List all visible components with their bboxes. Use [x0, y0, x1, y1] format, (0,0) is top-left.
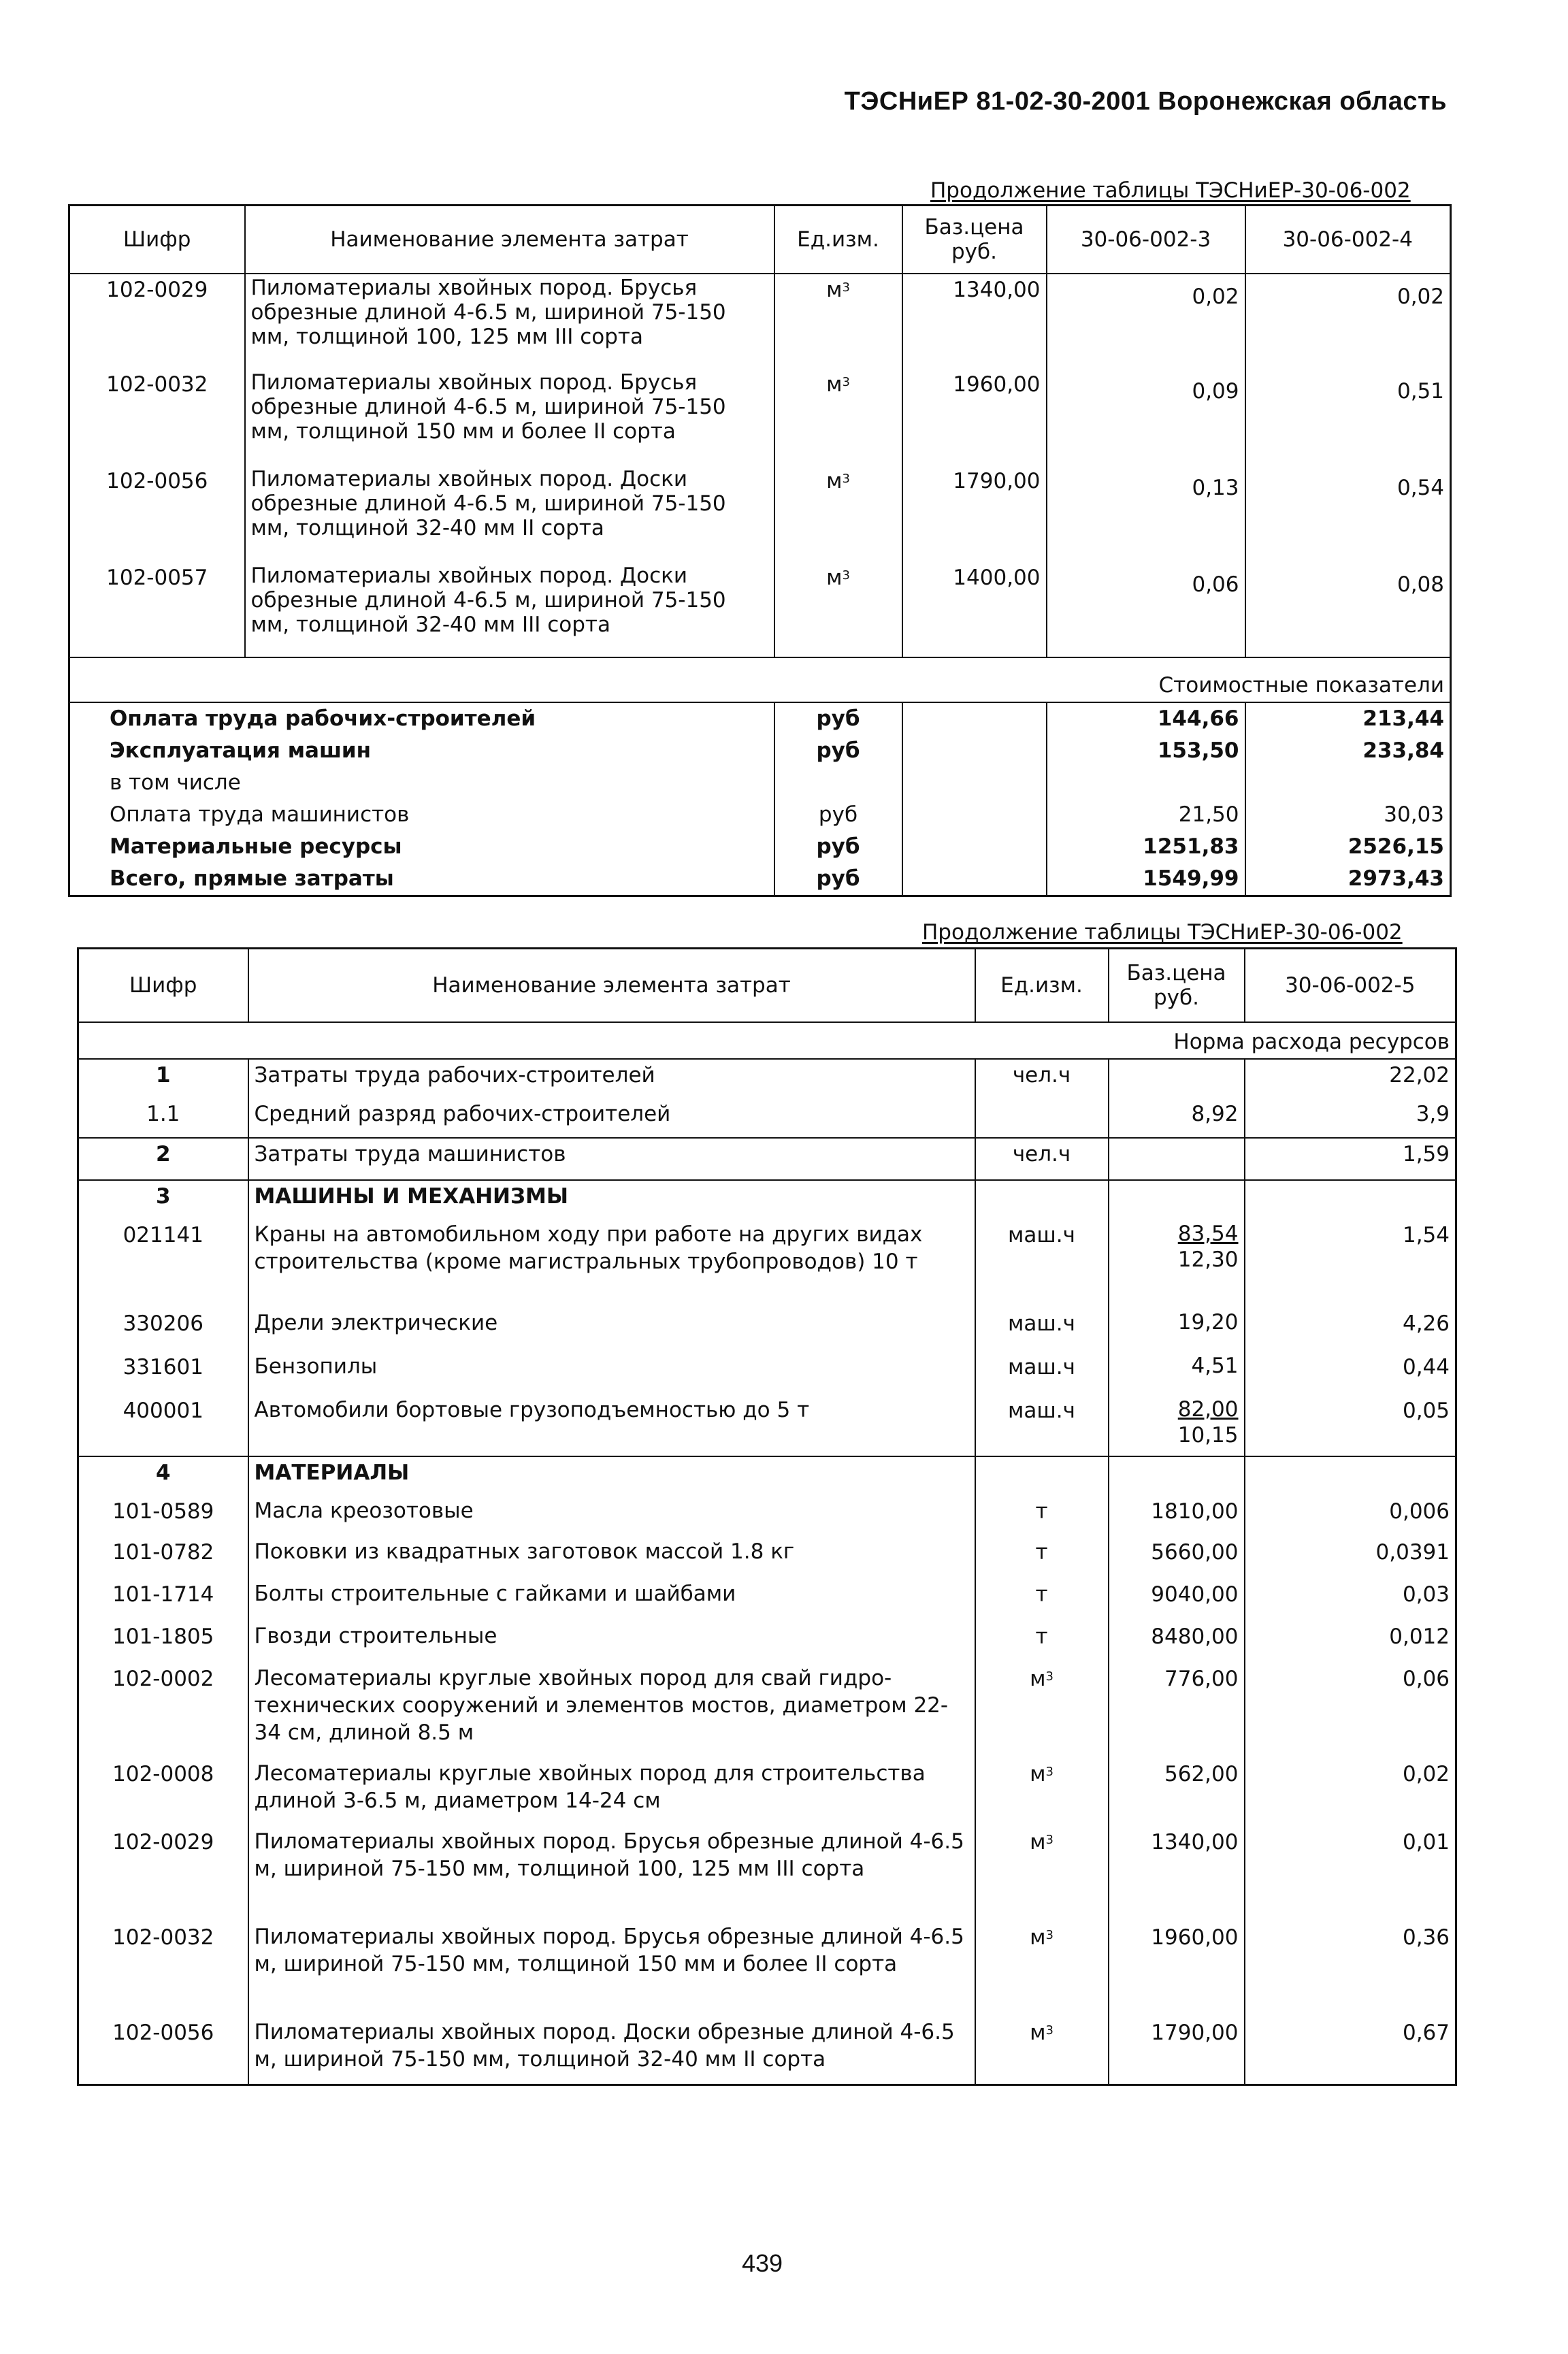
row-unit — [975, 1759, 1109, 1827]
section-title: МАШИНЫ И МЕХАНИЗМЫ — [248, 1180, 975, 1220]
row-unit — [975, 1621, 1109, 1663]
row-code: 331601 — [78, 1352, 248, 1395]
section-unit — [975, 1180, 1109, 1220]
table-row — [78, 1220, 1456, 1308]
row-price: 8480,00 — [1109, 1621, 1245, 1663]
unit-text: м — [1030, 1666, 1046, 1691]
row-unit: маш.ч — [975, 1220, 1109, 1308]
row-unit — [975, 1663, 1109, 1759]
row-price: 1960,00 — [902, 369, 1047, 465]
row-unit — [975, 1098, 1109, 1138]
row-value: 1,54 — [1402, 1222, 1450, 1247]
row-price: 1790,00 — [1109, 2017, 1245, 2085]
row-name: Бензопилы — [248, 1352, 975, 1395]
table-row — [78, 1922, 1456, 2017]
unit-text: м — [826, 468, 843, 493]
row-value: 4,26 — [1402, 1311, 1450, 1336]
header-unit: Ед.изм. — [975, 949, 1109, 1022]
section-value — [1245, 1180, 1456, 1220]
price-secondary: 10,15 — [1177, 1422, 1239, 1448]
price-primary: 83,54 — [1177, 1221, 1239, 1246]
row-code: 101-0589 — [78, 1496, 248, 1537]
row-code: 102-0057 — [69, 562, 245, 657]
cost-unit: руб — [774, 831, 902, 863]
row-value-col2: 0,02 — [1396, 284, 1444, 309]
row-price — [1109, 1395, 1245, 1456]
row-code: 101-0782 — [78, 1537, 248, 1579]
row-unit — [975, 1496, 1109, 1537]
unit-text: м — [1030, 2020, 1046, 2045]
row-value: 0,0391 — [1375, 1539, 1450, 1565]
unit-superscript: 3 — [842, 280, 850, 295]
table-row — [78, 1098, 1456, 1138]
row-price: 9040,00 — [1109, 1579, 1245, 1621]
row-value-col2: 0,08 — [1396, 572, 1444, 597]
cost-value-col1: 1251,83 — [1047, 831, 1245, 863]
cost-unit: руб — [774, 702, 902, 735]
unit-superscript: 3 — [842, 374, 850, 389]
section-code: 4 — [78, 1456, 248, 1496]
table-row — [78, 1180, 1456, 1220]
cost-unit: руб — [774, 799, 902, 831]
row-unit — [975, 1827, 1109, 1922]
row-name: Пиломатериалы хвойных пород. Доски обрезные длиной 4-6.5 м, шириной 75-150 мм, толщиной 32-40 мм III сорта — [245, 562, 774, 657]
row-price: 1340,00 — [902, 274, 1047, 369]
section-price — [1109, 1456, 1245, 1496]
header-col2: 30-06-002-4 — [1245, 206, 1451, 274]
unit-text: т — [1035, 1624, 1048, 1649]
row-name: Масла креозотовые — [248, 1496, 975, 1537]
header-price: Баз.цена руб. — [1109, 949, 1245, 1022]
section-price — [1109, 1180, 1245, 1220]
table-row — [78, 1059, 1456, 1098]
cost-price — [902, 702, 1047, 735]
cost-value-col2: 213,44 — [1362, 706, 1444, 731]
cost-label: в том числе — [110, 770, 241, 795]
unit-text: м — [1030, 1761, 1046, 1786]
unit-text: м — [1030, 1925, 1046, 1950]
row-unit — [975, 1579, 1109, 1621]
row-value: 0,67 — [1402, 2020, 1450, 2045]
row-price: 5660,00 — [1109, 1537, 1245, 1579]
row-price: 776,00 — [1109, 1663, 1245, 1759]
row-unit — [774, 465, 902, 562]
row-value: 0,05 — [1402, 1398, 1450, 1423]
row-code: 2 — [78, 1138, 248, 1180]
row-value: 3,9 — [1416, 1101, 1450, 1126]
table-row — [78, 1352, 1456, 1395]
cost-row — [69, 863, 1451, 896]
row-unit — [774, 369, 902, 465]
header-col1: 30-06-002-5 — [1245, 949, 1456, 1022]
table-row — [78, 1395, 1456, 1456]
row-code: 102-0002 — [78, 1663, 248, 1759]
header-code: Шифр — [78, 949, 248, 1022]
cost-price — [902, 735, 1047, 767]
cost-row — [69, 735, 1451, 767]
row-name: Болты строительные с гайками и шайбами — [248, 1579, 975, 1621]
cost-price — [902, 767, 1047, 799]
row-code: 102-0032 — [69, 369, 245, 465]
row-code: 102-0008 — [78, 1759, 248, 1827]
row-name: Средний разряд рабочих-строителей — [248, 1098, 975, 1138]
table-row — [78, 1759, 1456, 1827]
cost-row — [69, 831, 1451, 863]
cost-value-col1: 1549,99 — [1047, 863, 1245, 896]
cost-section-label: Стоимостные показатели — [1047, 657, 1451, 702]
cost-row — [69, 702, 1451, 735]
row-name: Пиломатериалы хвойных пород. Доски обрезные длиной 4-6.5 м, шириной 75-150 мм, толщиной 32-40 мм II сорта — [248, 2017, 975, 2085]
row-code: 330206 — [78, 1308, 248, 1352]
row-price: 8,92 — [1109, 1098, 1245, 1138]
row-unit: маш.ч — [975, 1308, 1109, 1352]
unit-text: м — [826, 565, 843, 590]
row-value: 0,012 — [1389, 1624, 1450, 1649]
cost-value-col1 — [1047, 767, 1245, 799]
row-value-col1: 0,13 — [1047, 465, 1245, 562]
cost-value-col1: 144,66 — [1047, 702, 1245, 735]
cost-value-col1: 153,50 — [1047, 735, 1245, 767]
table-row — [78, 1496, 1456, 1537]
price-primary: 4,51 — [1191, 1353, 1239, 1378]
price-primary: 19,20 — [1177, 1309, 1239, 1335]
row-code: 102-0056 — [78, 2017, 248, 2085]
row-code: 101-1805 — [78, 1621, 248, 1663]
cost-label: Оплата труда рабочих-строителей — [110, 706, 536, 731]
table-row — [69, 562, 1451, 657]
unit-text: м — [1030, 1829, 1046, 1854]
unit-superscript: 3 — [1045, 1764, 1054, 1779]
table2-caption: Продолжение таблицы ТЭСНиЕР-30-06-002 — [922, 920, 1403, 945]
row-price: 1340,00 — [1109, 1827, 1245, 1922]
cost-row — [69, 767, 1451, 799]
cost-unit: руб — [774, 735, 902, 767]
table-row — [78, 1456, 1456, 1496]
row-value-col2: 0,51 — [1396, 378, 1444, 404]
row-name: Пиломатериалы хвойных пород. Брусья обрезные длиной 4-6.5 м, шириной 75-150 мм, толщиной 150 мм и более II сорта — [248, 1922, 975, 2017]
row-unit: маш.ч — [975, 1395, 1109, 1456]
cost-spacer — [245, 767, 774, 799]
row-code: 021141 — [78, 1220, 248, 1308]
page-number: 439 — [742, 2249, 783, 2277]
price-primary: 82,00 — [1177, 1396, 1239, 1422]
row-price — [1109, 1059, 1245, 1098]
table-row — [78, 1663, 1456, 1759]
header-col1: 30-06-002-3 — [1047, 206, 1245, 274]
section-code: 3 — [78, 1180, 248, 1220]
row-value: 0,01 — [1402, 1829, 1450, 1854]
row-price: 1400,00 — [902, 562, 1047, 657]
row-price — [1109, 1352, 1245, 1395]
table-row — [78, 1537, 1456, 1579]
row-value: 0,006 — [1389, 1499, 1450, 1524]
header-name: Наименование элемента затрат — [245, 206, 774, 274]
row-value: 22,02 — [1245, 1059, 1456, 1098]
row-name: Пиломатериалы хвойных пород. Брусья обрезные длиной 4-6.5 м, шириной 75-150 мм, толщиной 100, 125 мм III сорта — [245, 274, 774, 369]
header-unit: Ед.изм. — [774, 206, 902, 274]
row-value: 0,44 — [1402, 1354, 1450, 1379]
table-row — [69, 465, 1451, 562]
table1 — [68, 204, 1452, 897]
document-title: ТЭСНиЕР 81-02-30-2001 Воронежская область — [844, 87, 1447, 116]
row-name: Краны на автомобильном ходу при работе на других видах строительства (кроме магистральных трубопроводов) 10 т — [248, 1220, 975, 1308]
price-secondary: 12,30 — [1177, 1247, 1239, 1272]
cost-value-col2: 233,84 — [1362, 738, 1444, 763]
row-name: Гвозди строительные — [248, 1621, 975, 1663]
row-name: Затраты труда машинистов — [248, 1138, 975, 1180]
row-code: 400001 — [78, 1395, 248, 1456]
row-name: Пиломатериалы хвойных пород. Брусья обрезные длиной 4-6.5 м, шириной 75-150 мм, толщиной 150 мм и более II сорта — [245, 369, 774, 465]
row-price — [1109, 1308, 1245, 1352]
unit-superscript: 3 — [1045, 2023, 1054, 2038]
row-value: 1,59 — [1245, 1138, 1456, 1180]
row-name: Автомобили бортовые грузоподъемностью до 5 т — [248, 1395, 975, 1456]
section-title: МАТЕРИАЛЫ — [248, 1456, 975, 1496]
row-unit — [975, 1537, 1109, 1579]
table-row — [69, 274, 1451, 369]
cost-price — [902, 799, 1047, 831]
row-unit — [975, 1922, 1109, 2017]
row-code: 102-0029 — [78, 1827, 248, 1922]
row-code: 1.1 — [78, 1098, 248, 1138]
row-name: Лесоматериалы круглые хвойных пород для строительства длиной 3-6.5 м, диаметром 14-24 см — [248, 1759, 975, 1827]
row-value-col1: 0,02 — [1047, 274, 1245, 369]
row-code: 102-0032 — [78, 1922, 248, 2017]
table-row — [78, 1138, 1456, 1180]
row-unit: маш.ч — [975, 1352, 1109, 1395]
header-name: Наименование элемента затрат — [248, 949, 975, 1022]
row-value: 0,03 — [1402, 1582, 1450, 1607]
cost-value-col2: 30,03 — [1384, 802, 1444, 827]
unit-superscript: 3 — [1045, 1832, 1054, 1847]
table-row — [78, 1621, 1456, 1663]
row-value: 0,36 — [1402, 1925, 1450, 1950]
row-name: Лесоматериалы круглые хвойных пород для свай гидро-технических сооружений и элементов мостов, диаметром 22-34 см, длиной 8.5 м — [248, 1663, 975, 1759]
row-unit — [975, 2017, 1109, 2085]
row-name: Дрели электрические — [248, 1308, 975, 1352]
cost-value-col2: 2973,43 — [1348, 866, 1444, 891]
unit-superscript: 3 — [842, 568, 850, 583]
cost-value-col2 — [1245, 767, 1451, 799]
row-unit — [774, 274, 902, 369]
header-price: Баз.цена руб. — [902, 206, 1047, 274]
cost-label: Материальные ресурсы — [110, 834, 402, 859]
row-unit: чел.ч — [975, 1059, 1109, 1098]
unit-text: т — [1035, 1499, 1048, 1524]
unit-superscript: 3 — [842, 471, 850, 486]
cost-value-col2: 2526,15 — [1348, 834, 1444, 859]
section-value — [1245, 1456, 1456, 1496]
row-price: 1960,00 — [1109, 1922, 1245, 2017]
unit-superscript: 3 — [1045, 1669, 1054, 1684]
cost-price — [902, 831, 1047, 863]
table-row — [78, 1308, 1456, 1352]
table-row — [78, 1827, 1456, 1922]
unit-superscript: 3 — [1045, 1927, 1054, 1942]
table2 — [77, 947, 1457, 2086]
row-code: 101-1714 — [78, 1579, 248, 1621]
cost-price — [902, 863, 1047, 896]
row-price: 562,00 — [1109, 1759, 1245, 1827]
cost-unit — [774, 767, 902, 799]
row-price — [1109, 1138, 1245, 1180]
table-row — [78, 2017, 1456, 2085]
table1-caption: Продолжение таблицы ТЭСНиЕР-30-06-002 — [930, 178, 1411, 203]
row-value-col1: 0,09 — [1047, 369, 1245, 465]
norm-section-label: Норма расхода ресурсов — [1109, 1022, 1456, 1059]
row-value-col1: 0,06 — [1047, 562, 1245, 657]
row-name: Затраты труда рабочих-строителей — [248, 1059, 975, 1098]
cost-label: Эксплуатация машин — [110, 738, 372, 763]
cost-unit: руб — [774, 863, 902, 896]
row-price: 1790,00 — [902, 465, 1047, 562]
row-code: 102-0029 — [69, 274, 245, 369]
row-code: 1 — [78, 1059, 248, 1098]
unit-text: м — [826, 277, 843, 302]
table-row — [69, 369, 1451, 465]
unit-text: т — [1035, 1539, 1048, 1565]
row-unit: чел.ч — [975, 1138, 1109, 1180]
row-value-col2: 0,54 — [1396, 475, 1444, 500]
row-name: Поковки из квадратных заготовок массой 1.8 кг — [248, 1537, 975, 1579]
row-value: 0,02 — [1402, 1761, 1450, 1786]
header-code: Шифр — [69, 206, 245, 274]
cost-label: Всего, прямые затраты — [110, 866, 394, 891]
row-name: Пиломатериалы хвойных пород. Брусья обрезные длиной 4-6.5 м, шириной 75-150 мм, толщиной 100, 125 мм III сорта — [248, 1827, 975, 1922]
cost-label: Оплата труда машинистов — [110, 802, 410, 827]
row-price: 1810,00 — [1109, 1496, 1245, 1537]
row-unit — [774, 562, 902, 657]
row-name: Пиломатериалы хвойных пород. Доски обрезные длиной 4-6.5 м, шириной 75-150 мм, толщиной 32-40 мм II сорта — [245, 465, 774, 562]
section-unit — [975, 1456, 1109, 1496]
row-code: 102-0056 — [69, 465, 245, 562]
unit-text: т — [1035, 1582, 1048, 1607]
unit-text: м — [826, 372, 843, 397]
cost-value-col1: 21,50 — [1047, 799, 1245, 831]
cost-row — [69, 799, 1451, 831]
row-price — [1109, 1220, 1245, 1308]
table-row — [78, 1579, 1456, 1621]
row-value: 0,06 — [1402, 1666, 1450, 1691]
